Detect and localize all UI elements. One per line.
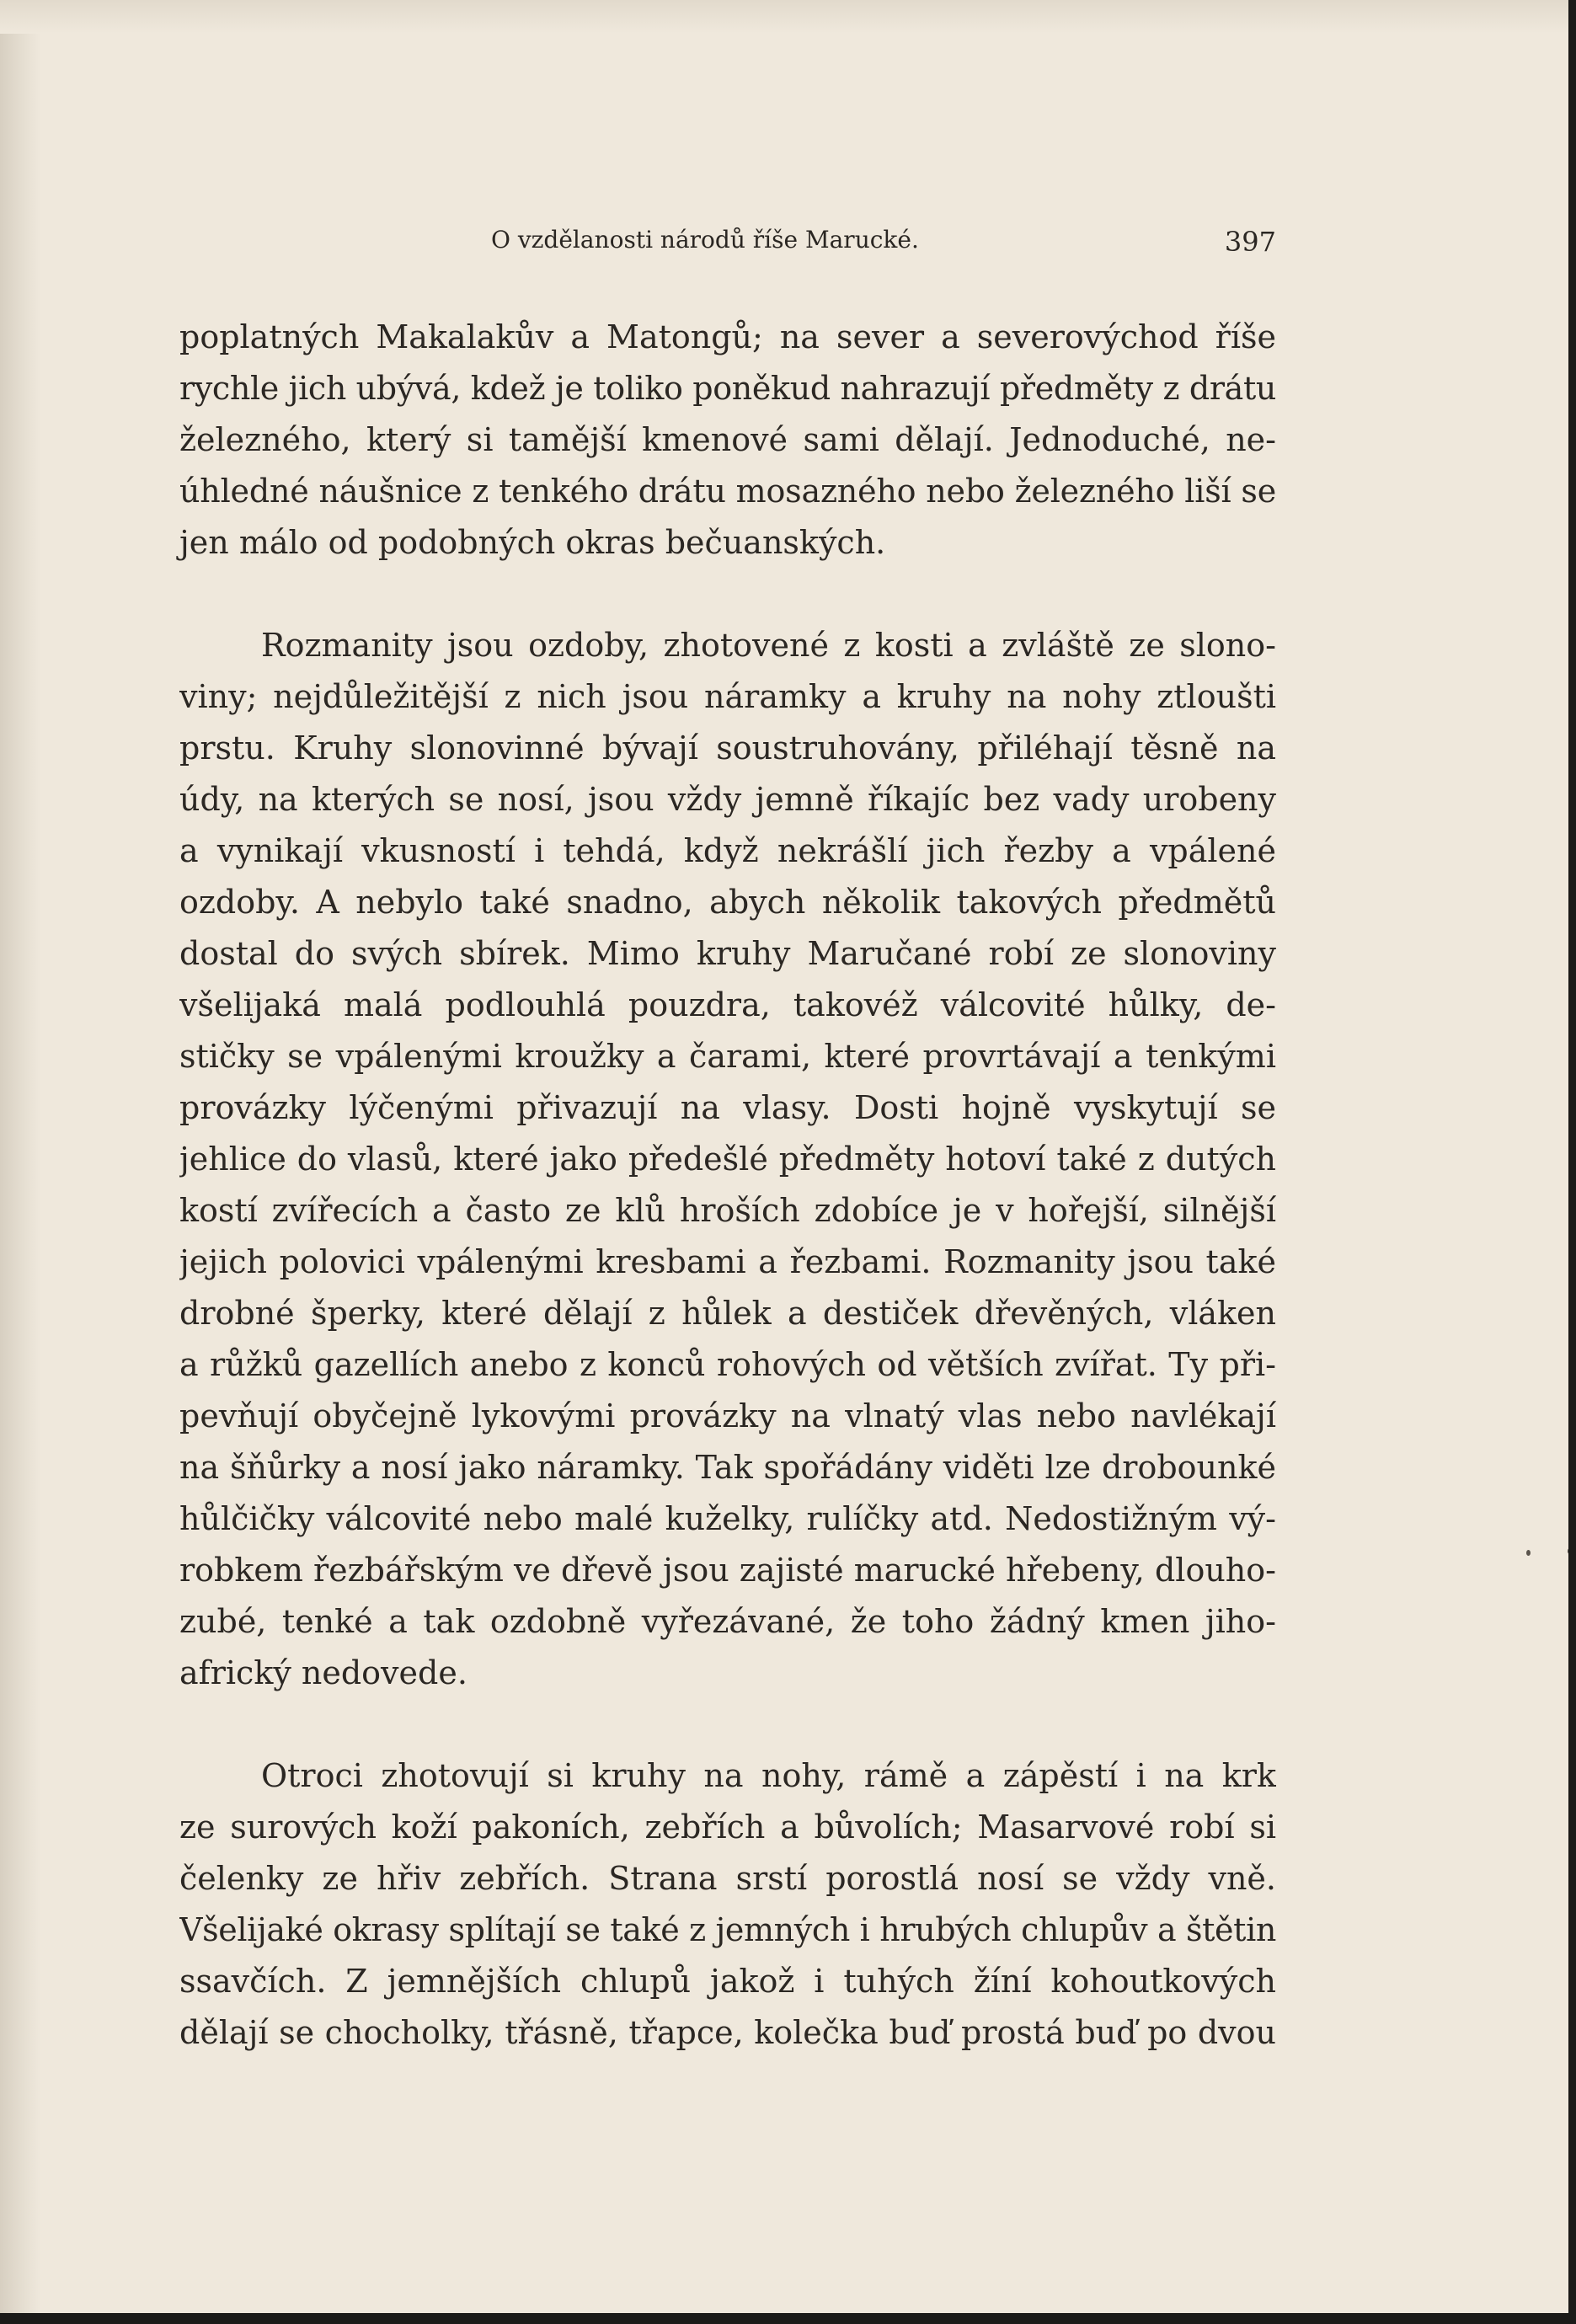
text-line: africký nedovede. bbox=[179, 1654, 467, 1691]
text-line: ze surových koží pakoních, zebřích a bůvolích; Masarvové robí si bbox=[179, 1808, 1276, 1846]
running-title: O vzdělanosti národů říše Marucké. bbox=[491, 226, 919, 254]
text-line: čelenky ze hřiv zebřích. Strana srstí porostlá nosí se vždy vně. bbox=[179, 1860, 1276, 1897]
text-line: železného, který si tamější kmenové sami dělají. Jednoduché, ne- bbox=[179, 421, 1276, 458]
text-line: jehlice do vlasů, které jako předešlé předměty hotoví také z dutých bbox=[179, 1141, 1276, 1178]
text-line: stičky se vpálenými kroužky a čarami, které provrtávají a tenkými bbox=[179, 1038, 1276, 1075]
text-line: Rozmanity jsou ozdoby, zhotovené z kosti a zvláště ze slono- bbox=[261, 627, 1276, 664]
text-line: jejich polovici vpálenými kresbami a řezbami. Rozmanity jsou také bbox=[179, 1243, 1276, 1280]
text-line: údy, na kterých se nosí, jsou vždy jemně říkajíc bez vady urobeny bbox=[179, 781, 1276, 818]
text-line: úhledné náušnice z tenkého drátu mosazného nebo železného liší se bbox=[179, 473, 1276, 510]
paragraph-2 bbox=[179, 620, 1276, 1699]
text-line: hůlčičky válcovité nebo malé kuželky, rulíčky atd. Nedostižným vý- bbox=[179, 1500, 1276, 1537]
text-line: Všelijaké okrasy splítají se také z jemných i hrubých chlupův a štětin bbox=[179, 1911, 1276, 1948]
text-line: Otroci zhotovují si kruhy na nohy, rámě a zápěstí i na krk bbox=[261, 1757, 1276, 1794]
paragraph-3 bbox=[179, 1750, 1276, 2059]
body-text bbox=[179, 312, 1276, 2059]
text-line: drobné šperky, které dělají z hůlek a destiček dřevěných, vláken bbox=[179, 1295, 1276, 1332]
text-line: kostí zvířecích a často ze klů hroších zdobíce je v hořejší, silnější bbox=[179, 1192, 1276, 1229]
text-line: dostal do svých sbírek. Mimo kruhy Maručané robí ze slonoviny bbox=[179, 935, 1276, 972]
text-line: pevňují obyčejně lykovými provázky na vlnatý vlas nebo navlékají bbox=[179, 1397, 1276, 1434]
running-header bbox=[491, 226, 1276, 263]
page-number: 397 bbox=[1224, 226, 1276, 258]
paper-speck bbox=[1526, 1550, 1531, 1556]
text-line: prstu. Kruhy slonovinné bývají soustruhovány, přiléhají těsně na bbox=[179, 729, 1276, 767]
text-line: ssavčích. Z jemnějších chlupů jakož i tuhých žíní kohoutkových bbox=[179, 1963, 1276, 2000]
text-line: rychle jich ubývá, kdež je toliko poněkud nahrazují předměty z drátu bbox=[179, 370, 1276, 407]
text-line: ozdoby. A nebylo také snadno, abych několik takových předmětů bbox=[179, 884, 1276, 921]
text-line: jen málo od podobných okras bečuanských. bbox=[179, 524, 886, 561]
text-line: zubé, tenké a tak ozdobně vyřezávané, že toho žádný kmen jiho- bbox=[179, 1603, 1276, 1640]
text-line: poplatných Makalakův a Matongů; na sever a severovýchod říše bbox=[179, 318, 1276, 355]
text-line: viny; nejdůležitější z nich jsou náramky a kruhy na nohy ztloušti bbox=[179, 678, 1276, 715]
paragraph-1 bbox=[179, 312, 1276, 569]
text-line: na šňůrky a nosí jako náramky. Tak spořádány viděti lze drobounké bbox=[179, 1449, 1276, 1486]
text-line: provázky lýčenými přivazují na vlasy. Dosti hojně vyskytují se bbox=[179, 1089, 1276, 1126]
text-line: všelijaká malá podlouhlá pouzdra, takovéž válcovité hůlky, de- bbox=[179, 986, 1276, 1023]
text-line: dělají se chocholky, třásně, třapce, kolečka buď prostá buď po dvou bbox=[179, 2014, 1276, 2051]
text-line: a růžků gazellích anebo z konců rohových od větších zvířat. Ty při- bbox=[179, 1346, 1276, 1383]
text-line: robkem řezbářským ve dřevě jsou zajisté marucké hřebeny, dlouho- bbox=[179, 1552, 1276, 1589]
text-line: a vynikají vkusností i tehdá, když nekrášlí jich řezby a vpálené bbox=[179, 832, 1276, 869]
